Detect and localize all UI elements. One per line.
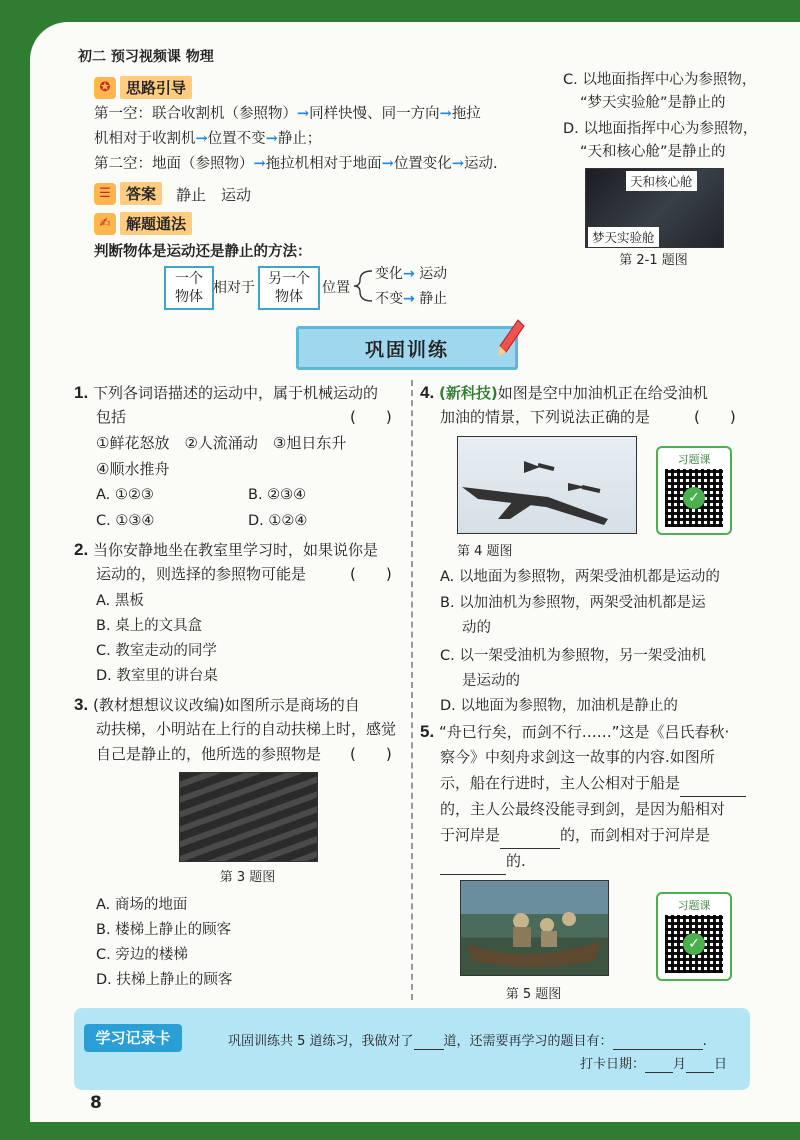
q5-blank-1[interactable] [680,771,746,797]
method-title: 判断物体是运动还是静止的方法： [94,244,312,260]
q4-qr-code[interactable] [656,446,732,535]
method-branch-nochange: 不变→ 静止 [375,291,448,307]
method-relative: 相对于 [213,280,255,296]
thinking-line-1: 第一空：联合收割机（参照物）→同样快慢、同一方向→拖拉 [94,105,481,122]
method-position: 位置 [322,280,350,296]
hand-icon: ✍ [94,213,116,235]
q2-line2: 运动的，则选择的参照物可能是 [96,565,307,583]
figure-3-caption: 第 3 题图 [219,870,276,885]
q5-line5: 于河岸是 的，而剑相对于河岸是 [440,823,710,849]
column-divider [411,380,413,1000]
q3-tag: (教材想想议议改编) [92,696,225,714]
q4-option-a[interactable]: A. 以地面为参照物，两架受油机都是运动的 [440,569,720,585]
q4-option-c-line2: 是运动的 [462,673,520,689]
thinking-line-2: 机相对于收割机→位置不变→静止； [94,130,322,147]
q3-line3: 自己是静止的，他所选的参照物是 [96,745,322,763]
boat-icon [461,881,608,975]
answer-tag [94,182,162,205]
q2-line1: 当你安静地坐在教室里学习时，如果说你是 [92,541,378,559]
space-label-tianhe: 天和核心舱 [626,171,697,191]
record-review-items[interactable] [613,1034,703,1050]
pencil-icon [496,318,526,358]
q1-answer-paren[interactable]: ( ) [350,408,392,426]
q4-number: 4. [420,383,435,402]
method-box-2: 另一个 物体 [258,266,320,310]
q1-line1: 下列各词语描述的运动中，属于机械运动的 [92,384,378,402]
space-station-image [585,168,724,248]
qr-code-icon [665,469,723,527]
q2-1-option-d-line1: D. 以地面指挥中心为参照物， [563,121,758,137]
q3-line2: 动扶梯，小明站在上行的自动扶梯上时，感觉 [96,720,397,738]
boat-image [460,880,609,976]
method-label: 解题通法 [120,212,192,235]
question-2 [74,537,378,563]
q4-line2: 加油的情景，下列说法正确的是 [440,408,651,426]
q4-option-d[interactable]: D. 以地面为参照物，加油机是静止的 [440,698,678,714]
q5-line6: 的. [440,849,526,875]
q2-option-d[interactable]: D. 教室里的讲台桌 [96,668,218,684]
q1-option-b[interactable]: B. ②③④ [248,487,307,503]
compass-icon: ✪ [94,77,116,99]
q1-line2: 包括 [96,408,127,426]
q2-1-option-d-line2: “天和核心舱”是静止的 [580,144,726,160]
answer-label: 答案 [120,182,162,205]
q3-option-b[interactable]: B. 楼梯上静止的顾客 [96,922,232,938]
method-tag [94,212,192,235]
q3-number: 3. [74,695,89,714]
q4-option-c-line1[interactable]: C. 以一架受油机为参照物，另一架受油机 [440,648,706,664]
study-record-tag: 学习记录卡 [84,1024,182,1052]
header-title: 初二 预习视频课 物理 [78,49,214,65]
q5-line4: 的，主人公最终没能寻到剑，是因为船相对 [440,800,726,818]
question-4 [420,380,708,406]
answer-text: 静止 运动 [176,186,252,204]
figure-4-caption: 第 4 题图 [457,544,513,559]
q5-blank-3[interactable] [440,849,506,875]
q2-1-option-c-line1: C. 以地面指挥中心为参照物， [563,72,757,88]
q5-line1: “舟已行矣，而剑不行……”这是《吕氏春秋· [438,723,730,741]
record-month-field[interactable] [645,1057,673,1073]
question-5 [420,719,729,745]
thinking-guide-label: 思路引导 [120,76,192,99]
q4-tag: (新科技) [438,384,498,402]
document-icon: ☰ [94,183,116,205]
figure-5-caption: 第 5 题图 [505,987,562,1002]
page-number: 8 [90,1093,102,1113]
study-record-date: 打卡日期： 月 日 [580,1057,728,1072]
q1-items-1: ①鲜花怒放 ②人流涌动 ③旭日东升 [96,434,347,452]
check-icon: ✓ [683,933,705,955]
q4-line1: 如图是空中加油机正在给受油机 [497,384,708,402]
record-day-field[interactable] [686,1057,714,1073]
q2-option-a[interactable]: A. 黑板 [96,593,144,609]
aircraft-icon [458,437,636,533]
q3-option-d[interactable]: D. 扶梯上静止的顾客 [96,972,233,988]
q1-number: 1. [74,383,89,402]
q5-number: 5. [420,722,435,741]
thinking-guide-tag [94,76,192,99]
q2-1-option-c-line2: “梦天实验舱”是静止的 [580,95,726,111]
figure-2-1-caption: 第 2-1 题图 [619,253,688,268]
q3-option-a[interactable]: A. 商场的地面 [96,897,188,913]
q2-answer-paren[interactable]: ( ) [350,565,392,583]
q5-blank-2[interactable] [500,823,560,849]
q5-qr-label: 习题课 [674,897,715,913]
record-correct-count[interactable] [414,1034,444,1050]
q2-option-c[interactable]: C. 教室走动的同学 [96,643,217,659]
question-3 [74,692,360,718]
q1-option-a[interactable]: A. ①②③ [96,487,154,503]
brace-icon [352,268,374,304]
study-record-text: 巩固训练共 5 道练习，我做对了 道，还需要再学习的题目有： . [228,1034,707,1049]
q3-option-c[interactable]: C. 旁边的楼梯 [96,947,188,963]
method-branch-change: 变化→ 运动 [375,266,448,282]
check-icon: ✓ [683,487,705,509]
space-label-mengtian: 梦天实验舱 [588,227,659,247]
refueling-image [457,436,637,534]
q4-qr-label: 习题课 [674,451,715,467]
escalator-image [179,772,318,862]
q1-items-2: ④顺水推舟 [96,460,170,478]
q2-option-b[interactable]: B. 桌上的文具盒 [96,618,203,634]
q5-line3: 示，船在行进时，主人公相对于船是 [440,771,746,797]
section-banner: 巩固训练 [296,326,518,370]
q3-answer-paren[interactable]: ( ) [350,745,392,763]
q3-line1: 如图所示是商场的自 [224,696,360,714]
q5-line2: 察今》中刻舟求剑这一故事的内容.如图所 [440,748,715,766]
q4-option-b-line2: 动的 [462,620,491,636]
question-1 [74,380,404,406]
q1-option-d[interactable]: D. ①②④ [248,513,308,529]
method-box-1: 一个 物体 [164,266,214,310]
qr-code-icon [665,915,723,973]
q2-number: 2. [74,540,89,559]
q1-option-c[interactable]: C. ①③④ [96,513,155,529]
q4-answer-paren[interactable]: ( ) [694,408,736,426]
q5-qr-code[interactable] [656,892,732,981]
q4-option-b-line1[interactable]: B. 以加油机为参照物，两架受油机都是运 [440,595,706,611]
thinking-line-3: 第二空：地面（参照物）→拖拉机相对于地面→位置变化→运动. [94,155,498,172]
